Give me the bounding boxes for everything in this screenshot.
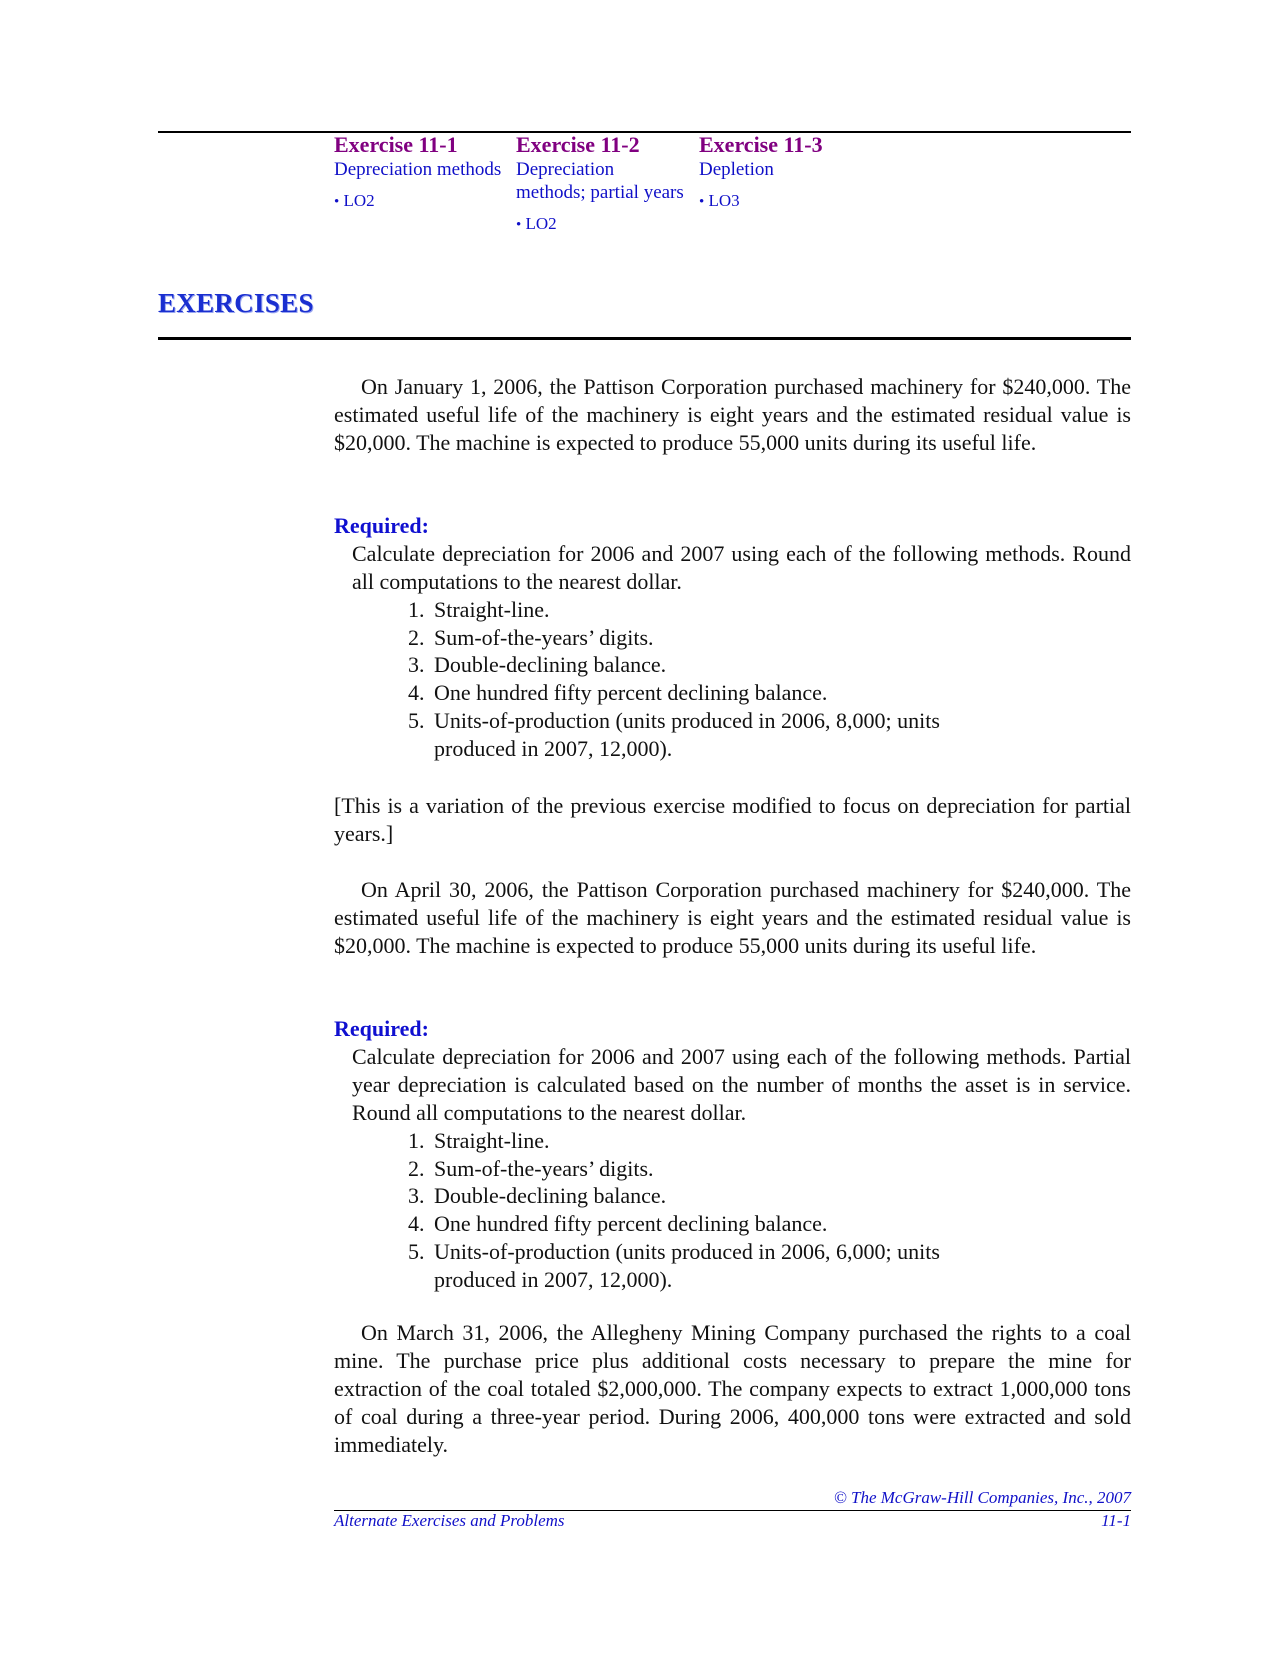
list-item: 3. Double-declining balance. — [408, 1183, 667, 1209]
exercise-title: Exercise 11-2 — [516, 132, 640, 157]
margin-note-exercise-11-2 — [516, 132, 686, 235]
exercise-title: Exercise 11-3 — [699, 132, 823, 157]
exercise-11-1-required-label: Required: — [334, 513, 429, 538]
exercise-11-1-required-text: Calculate depreciation for 2006 and 2007 using each of the following methods. Round all computations to the nearest dollar. — [352, 541, 1131, 594]
lo-label: LO2 — [343, 191, 375, 210]
exercise-11-1-methods — [408, 596, 1028, 762]
section-heading: EXERCISES — [158, 288, 314, 318]
exercise-11-3-intro: On March 31, 2006, the Allegheny Mining Company purchased the rights to a coal mine. The purchase price plus additional costs necessary to prepare the mine for extraction of the coal totaled $2,000,000. The company expects to extract 1,000,000 tons of coal during a three-year period. During 2006, 400,000 tons were extracted and sold immediately. — [334, 1320, 1131, 1457]
learning-objective — [334, 191, 504, 212]
bullet: • — [516, 217, 522, 233]
list-item: 5. Units-of-production (units produced in 2006, 6,000; units produced in 2007, 12,000). — [408, 1238, 940, 1292]
exercise-11-2-methods — [408, 1127, 1028, 1293]
list-item: 5. Units-of-production (units produced in 2006, 8,000; units produced in 2007, 12,000). — [408, 707, 940, 761]
learning-objective — [516, 214, 686, 235]
lo-label: LO3 — [708, 191, 740, 210]
exercise-11-2-intro: On April 30, 2006, the Pattison Corporation purchased machinery for $240,000. The estimated useful life of the machinery is eight years and the estimated residual value is $20,000. The machine is expected to produce 55,000 units during its useful life. — [334, 877, 1131, 958]
lo-label: LO2 — [525, 214, 557, 233]
exercise-topic: Depletion — [699, 159, 774, 180]
list-item: 2. Sum-of-the-years’ digits. — [408, 624, 654, 650]
exercise-11-2-note: [This is a variation of the previous exercise modified to focus on depreciation for partial years.] — [334, 793, 1131, 846]
margin-note-exercise-11-1 — [334, 132, 504, 212]
footer-copyright: © The McGraw-Hill Companies, Inc., 2007 — [833, 1488, 1131, 1507]
list-item: 1. Straight-line. — [408, 1128, 550, 1153]
heading-rule — [158, 337, 1131, 340]
bullet: • — [334, 194, 340, 210]
footer-page-number: 11-1 — [1101, 1511, 1131, 1530]
exercise-11-2-required-label: Required: — [334, 1016, 429, 1041]
exercise-topic: Depreciation methods — [334, 159, 502, 180]
list-item: 1. Straight-line. — [408, 597, 550, 622]
margin-note-exercise-11-3 — [699, 132, 869, 212]
list-item: 2. Sum-of-the-years’ digits. — [408, 1155, 654, 1181]
footer-book-section: Alternate Exercises and Problems — [334, 1511, 565, 1530]
bullet: • — [699, 194, 705, 210]
list-item: 4. One hundred fifty percent declining balance. — [408, 1211, 828, 1237]
learning-objective — [699, 191, 869, 212]
list-item: 3. Double-declining balance. — [408, 652, 667, 678]
exercise-title: Exercise 11-1 — [334, 132, 458, 157]
exercise-11-1-intro: On January 1, 2006, the Pattison Corporation purchased machinery for $240,000. The estimated useful life of the machinery is eight years and the estimated residual value is $20,000. The machine is expected to produce 55,000 units during its useful life. — [334, 374, 1131, 455]
exercise-11-2-required-text: Calculate depreciation for 2006 and 2007 using each of the following methods. Partial year depreciation is calculated based on the number of months the asset is in service. Round all computations to the nearest dollar. — [352, 1044, 1131, 1125]
exercise-topic: Depreciation methods; partial years — [516, 159, 684, 203]
list-item: 4. One hundred fifty percent declining balance. — [408, 680, 828, 706]
